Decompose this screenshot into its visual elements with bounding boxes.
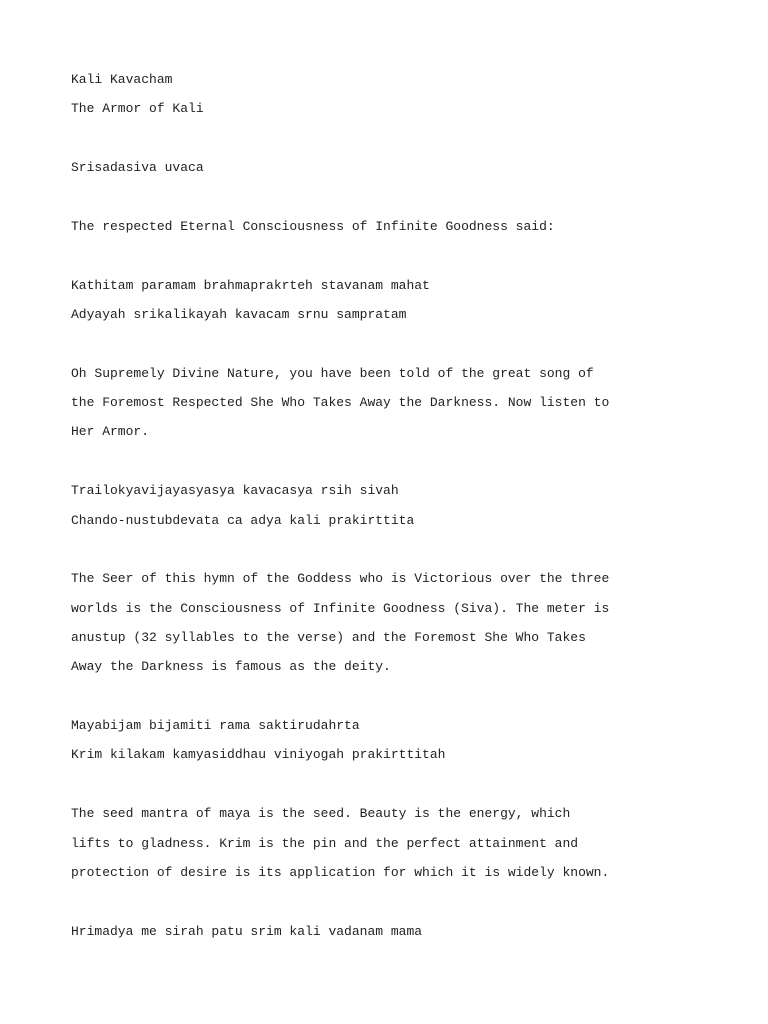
translation-line: the Foremost Respected She Who Takes Away the Darkness. Now listen to [71, 395, 610, 410]
verse-line: Mayabijam bijamiti rama saktirudahrta [71, 718, 360, 733]
verse-line: Trailokyavijayasyasya kavacasya rsih sivah [71, 483, 399, 498]
translation-line: worlds is the Consciousness of Infinite Goodness (Siva). The meter is [71, 601, 610, 616]
translation-line: The seed mantra of maya is the seed. Beauty is the energy, which [71, 806, 571, 821]
speaker-line: Srisadasiva uvaca [71, 160, 204, 175]
verse-line: Adyayah srikalikayah kavacam srnu sampratam [71, 307, 407, 322]
translation-line: Away the Darkness is famous as the deity. [71, 659, 391, 674]
verse-line: Chando-nustubdevata ca adya kali prakirttita [71, 513, 415, 528]
speaker-translation: The respected Eternal Consciousness of Infinite Goodness said: [71, 219, 555, 234]
document-title: Kali Kavacham [71, 72, 173, 87]
document-subtitle: The Armor of Kali [71, 101, 204, 116]
translation-line: lifts to gladness. Krim is the pin and the perfect attainment and [71, 836, 579, 851]
verse-line: Krim kilakam kamyasiddhau viniyogah prakirttitah [71, 747, 446, 762]
translation-line: protection of desire is its application for which it is widely known. [71, 865, 610, 880]
translation-line: The Seer of this hymn of the Goddess who is Victorious over the three [71, 571, 610, 586]
translation-line: Her Armor. [71, 424, 150, 439]
verse-line: Kathitam paramam brahmaprakrteh stavanam mahat [71, 278, 430, 293]
verse-line: Hrimadya me sirah patu srim kali vadanam mama [71, 924, 423, 939]
translation-line: Oh Supremely Divine Nature, you have been told of the great song of [71, 366, 594, 381]
translation-line: anustup (32 syllables to the verse) and the Foremost She Who Takes [71, 630, 586, 645]
